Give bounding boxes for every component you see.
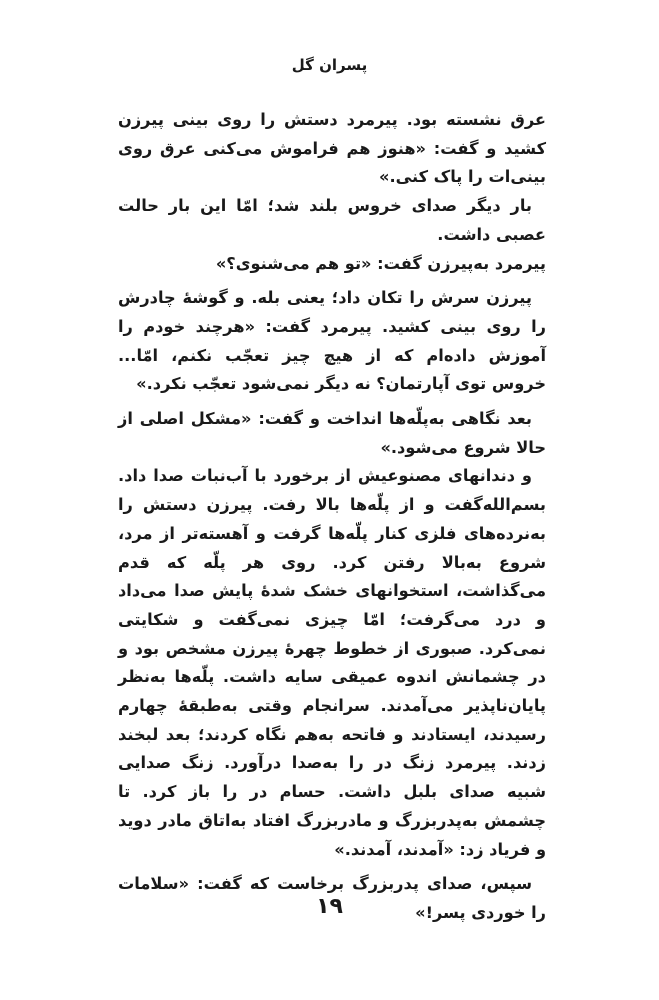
- paragraph: و دندانهای مصنوعیش از برخورد با آب‌نبات صدا داد. بسم‌الله‌گفت و از پلّه‌ها بالا رفت. پیرزن دستش را به‌نرده‌های فلزی کنار پلّه‌ها گرفت و آهسته‌تر از مرد، شروع به‌بالا رفتن کرد. روی هر پلّه که قدم می‌گذاشت، استخوانهای خشک شدهٔ پایش صدا می‌داد و درد می‌گرفت؛ امّا چیزی نمی‌گفت و شکایتی نمی‌کرد. صبوری از خطوط چهرهٔ پیرزن مشخص بود و در چشمانش اندوه عمیقی سایه داشت. پلّه‌ها به‌نظر پایان‌ناپذیر می‌آمدند. سرانجام وقتی به‌طبقهٔ چهارم رسیدند، ایستادند و فاتحه به‌هم نگاه کردند؛ بعد لبخند زدند. پیرمرد زنگ در را به‌صدا درآورد. زنگ صدایی شبیه صدای بلبل داشت. حسام در را باز کرد. تا چشمش به‌پدربزرگ و مادربزرگ افتاد به‌اتاق مادر دوید و فریاد زد: «آمدند، آمدند.»: [118, 466, 546, 859]
- paragraph: سپس، صدای پدربزرگ برخاست که گفت: «سلامات را خوردی پسر!»: [118, 874, 546, 922]
- paragraph: پیرزن سرش را تکان داد؛ یعنی بله. و گوشهٔ چادرش را روی بینی کشید. پیرمرد گفت: «هرچند خودم را آموزش داده‌ام که از هیچ چیز تعجّب نکنم، امّا... خروس توی آپارتمان؟ نه دیگر نمی‌شود تعجّب نکرد.»: [118, 288, 546, 394]
- running-head: پسران گل: [291, 56, 368, 74]
- body-text: [118, 106, 546, 928]
- page-number: ۱۹: [316, 894, 343, 919]
- paragraph: عرق نشسته بود. پیرمرد دستش را روی بینی پیرزن کشید و گفت: «هنوز هم فراموش می‌کنی عرق روی بینی‌ات را پاک کنی.»: [118, 110, 546, 187]
- paragraph: بار دیگر صدای خروس بلند شد؛ امّا این بار حالت عصبی داشت.: [118, 196, 546, 244]
- paragraph: بعد نگاهی به‌پلّه‌ها انداخت و گفت: «مشکل اصلی از حالا شروع می‌شود.»: [118, 409, 546, 457]
- paragraph: پیرمرد به‌پیرزن گفت: «تو هم می‌شنوی؟»: [215, 253, 546, 273]
